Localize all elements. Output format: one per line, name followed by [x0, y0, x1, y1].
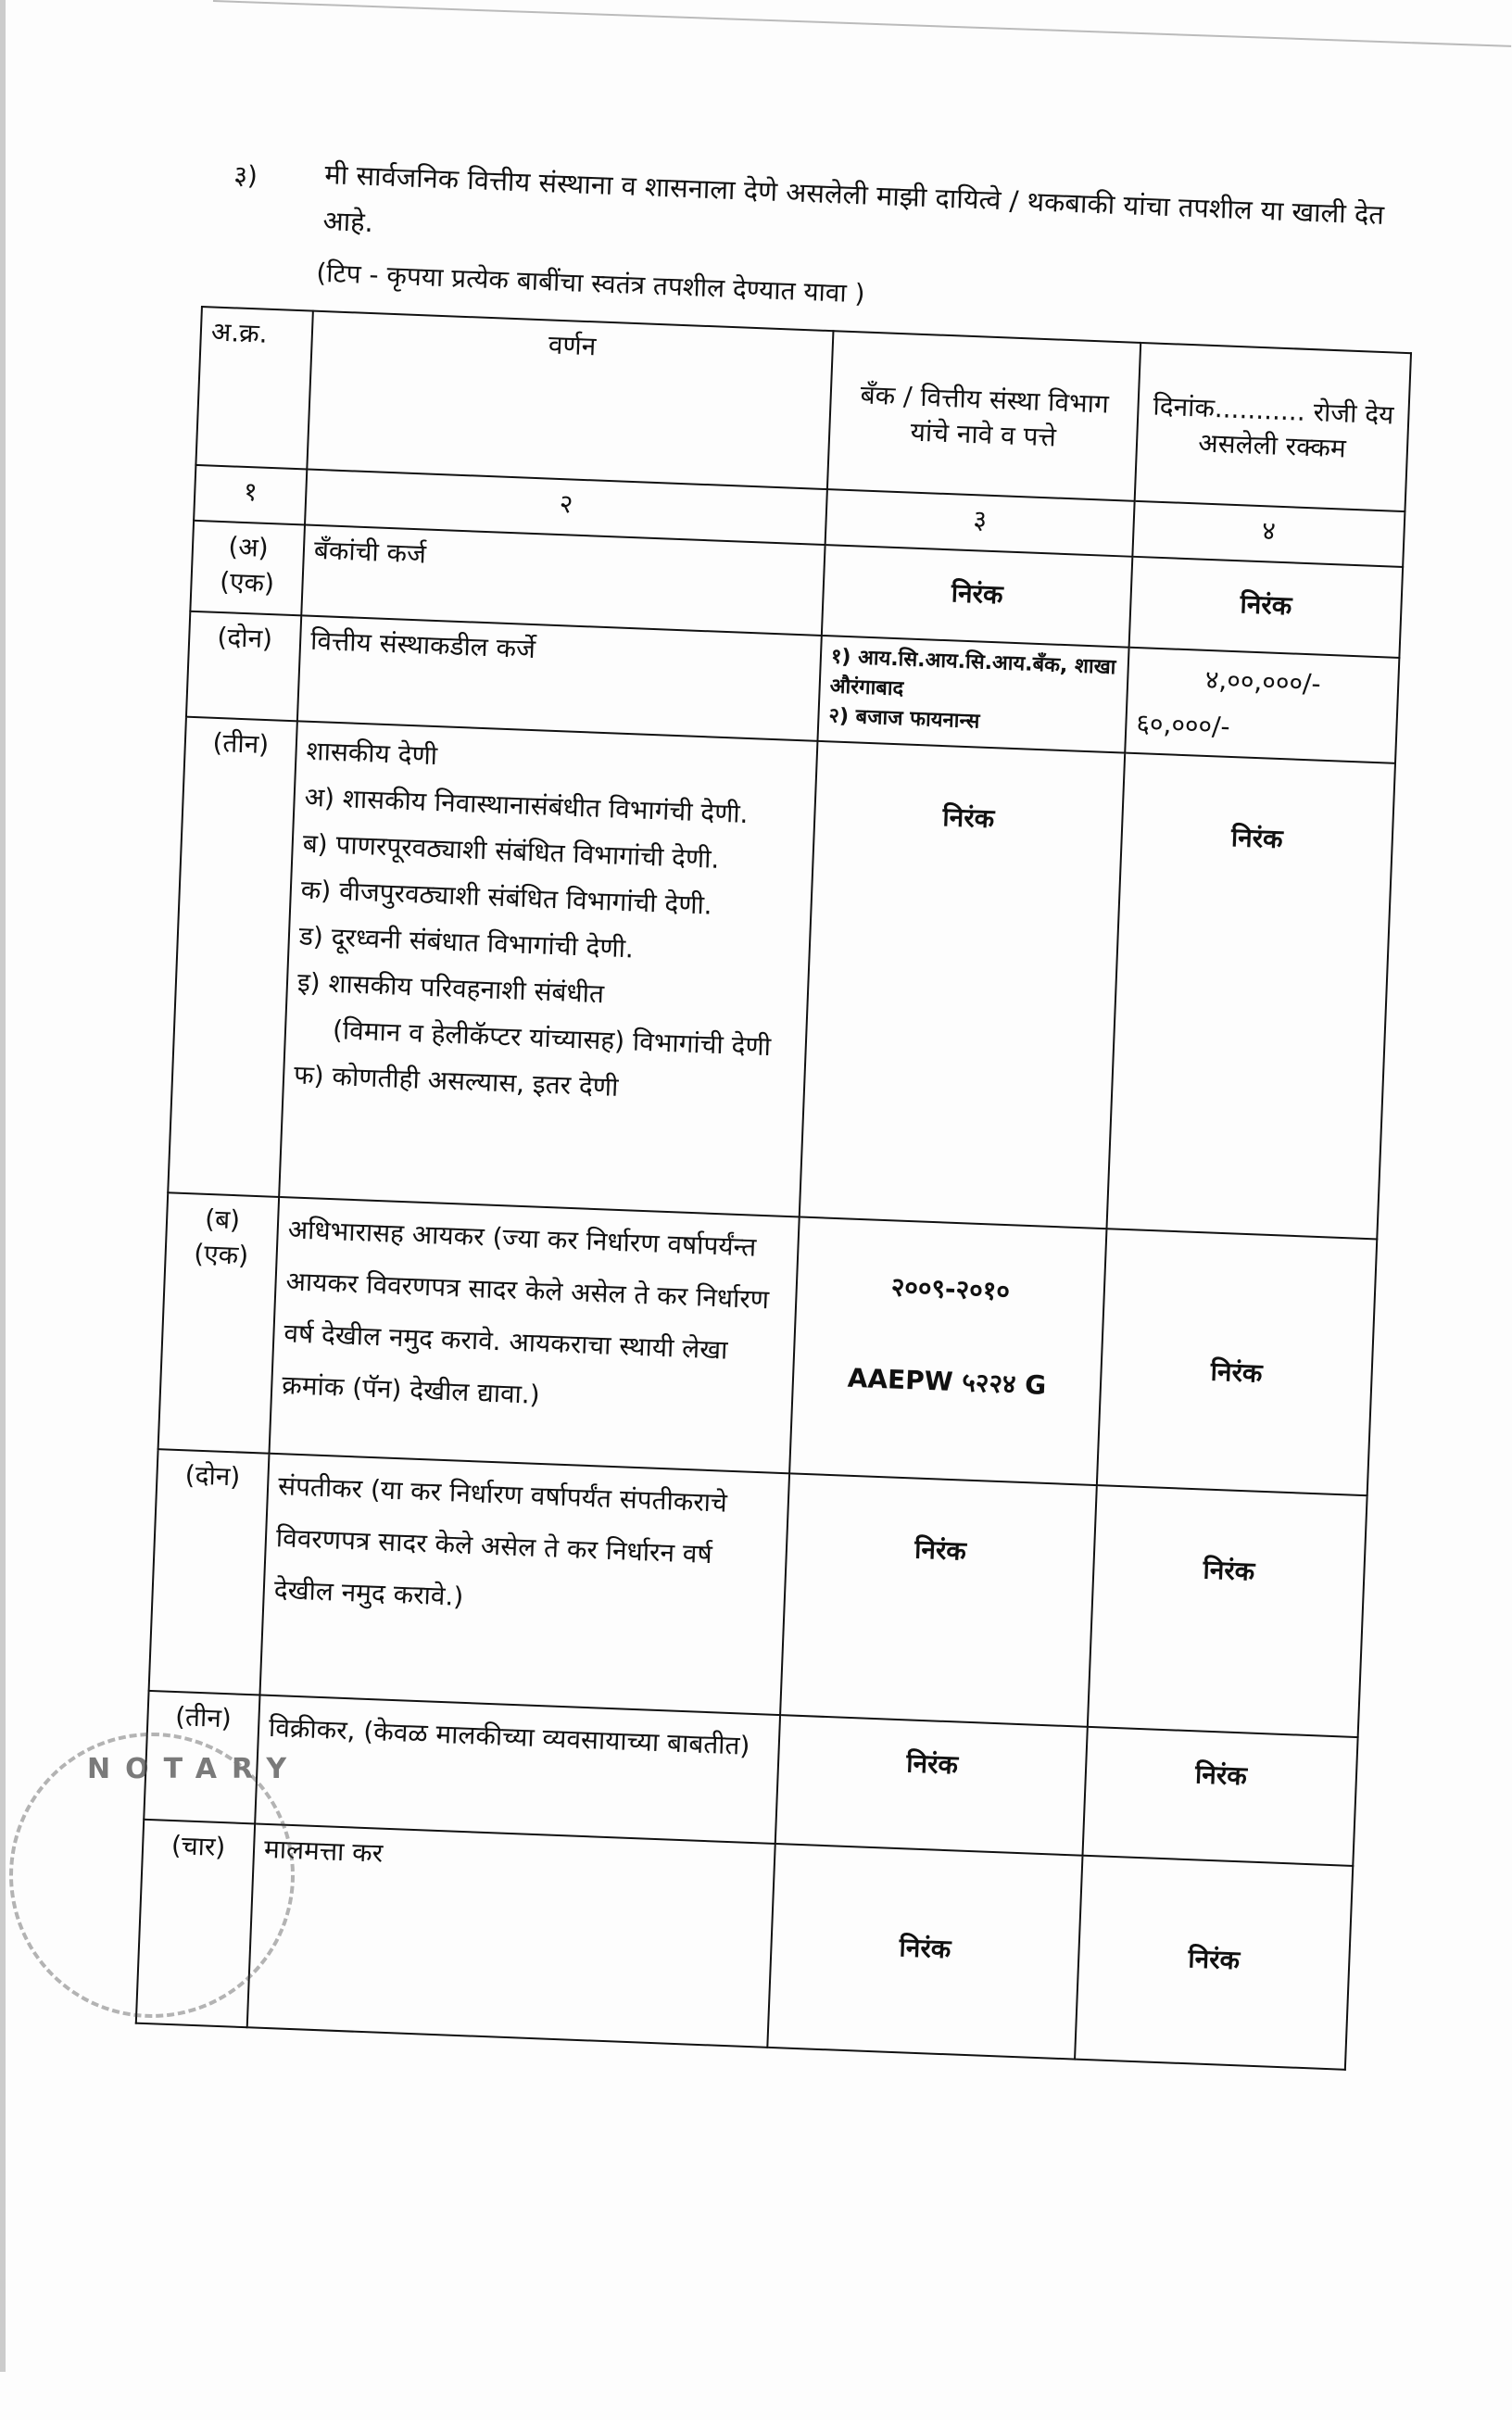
desc-line: ड) दूरध्वनी संबंधात विभागांची देणी.	[298, 920, 635, 964]
tip-note: (टिप - कृपया प्रत्येक बाबींचा स्वतंत्र तपशील देण्यात यावा )	[315, 257, 866, 309]
header-sr: अ.क्र.	[195, 307, 312, 469]
header-amount: दिनांक........... रोजी देय असलेली रक्कम	[1135, 343, 1411, 511]
section-number: ३)	[233, 159, 258, 192]
desc-line: फ) कोणतीही असल्यास, इतर देणी	[293, 1059, 620, 1103]
column-number: १	[194, 465, 307, 525]
column-number: २	[305, 469, 827, 545]
row-bank	[789, 1216, 1106, 1485]
intro-paragraph: मी सार्वजनिक वित्तीय संस्थाना व शासनाला देणे असलेली माझी दायित्वे / थकबाकी यांचा तपशील या खाली देत आहे.	[321, 158, 1385, 239]
row-amount	[1097, 1229, 1377, 1495]
row-sr: (दोन)	[149, 1449, 270, 1695]
stamp-lettering: NOTARY	[87, 1753, 302, 1785]
pan-number: AAEPW ५२२४ G	[847, 1362, 1047, 1401]
header-bank: बँक / वित्तीय संस्था विभाग यांचे नावे व पत्ते	[827, 331, 1140, 501]
row-sr: (अ)(एक)	[190, 521, 305, 616]
row-bank	[817, 636, 1128, 753]
bank-line: १) आय.सि.आय.सि.आय.बँक, शाखा औरंगाबाद	[829, 645, 1116, 701]
nil-value: निरंक	[1210, 1355, 1264, 1389]
nil-value: निरंक	[941, 801, 995, 835]
row-bank	[767, 1844, 1082, 2060]
nil-value: निरंक	[951, 577, 1004, 611]
desc-line: इ) शासकीय परिवहनाशी संबंधीत	[296, 966, 605, 1010]
row-bank	[775, 1715, 1088, 1856]
row-amount	[1082, 1727, 1357, 1866]
amount-line: ६०,०००/-	[1135, 708, 1231, 742]
table-row	[158, 1192, 1378, 1495]
nil-value: निरंक	[1239, 588, 1292, 622]
assessment-year: २००९-२०१०	[890, 1271, 1011, 1307]
desc-line: ब) पाणरपूरवठ्याशी संबंधित विभागांची देणी.	[302, 827, 720, 875]
nil-value: निरंक	[1194, 1758, 1248, 1792]
row-amount	[1106, 753, 1395, 1240]
column-number: ३	[825, 489, 1135, 557]
nil-value: निरंक	[899, 1932, 952, 1965]
row-sr: (तीन)	[144, 1691, 259, 1824]
row-amount	[1129, 557, 1404, 658]
row-sr: (दोन)	[186, 611, 301, 722]
row-description: विक्रीकर, (केवळ मालकीच्या व्यवसायाच्या बाबतीत)	[255, 1695, 780, 1844]
nil-value: निरंक	[1230, 822, 1284, 855]
row-amount	[1075, 1856, 1353, 2070]
row-sr: (चार)	[136, 1820, 255, 2027]
row-sr: (तीन)	[168, 717, 297, 1197]
nil-value: निरंक	[905, 1747, 959, 1781]
row-description	[279, 721, 817, 1216]
desc-line: शासकीय देणी	[306, 735, 438, 772]
row-description: संपतीकर (या कर निर्धारण वर्षापर्यंत संपतीकराचे विवरणपत्र सादर केले असेल ते कर निर्धारन वर्ष देखील नमुद करावे.)	[259, 1454, 789, 1715]
row-amount	[1125, 648, 1399, 763]
row-sr: (ब) (एक)	[158, 1192, 280, 1453]
row-description: अधिभारासह आयकर (ज्या कर निर्धारण वर्षापर्यंन्त आयकर विवरणपत्र सादर केले असेल ते कर निर्धारण वर्ष देखील नमुद करावे. आयकराचा स्थायी लेखा क्रमांक (पॅन) देखील द्यावा.)	[270, 1197, 800, 1473]
desc-line: अ) शासकीय निवास्थानासंबंधीत विभागंची देणी.	[304, 781, 750, 830]
amount-line: ४,००,०००/-	[1204, 663, 1322, 700]
nil-value: निरंक	[914, 1533, 967, 1567]
row-description: मालमत्ता कर	[247, 1823, 775, 2047]
row-description: बँकांची कर्ज	[301, 524, 825, 636]
row-amount	[1088, 1485, 1367, 1737]
column-number: ४	[1132, 501, 1405, 567]
table-row	[168, 717, 1395, 1240]
row-description: वित्तीय संस्थाकडील कर्जे	[297, 615, 822, 740]
nil-value: निरंक	[1187, 1943, 1241, 1976]
table-row	[149, 1449, 1367, 1737]
desc-line: क) वीजपुरवठ्याशी संबंधित विभागांची देणी.	[300, 874, 713, 921]
desc-line: (विमान व हेलीकॅप्टर यांच्यासह) विभागांची देणी	[332, 1015, 772, 1063]
nil-value: निरंक	[1202, 1554, 1255, 1587]
row-bank	[780, 1473, 1097, 1727]
row-bank	[822, 545, 1133, 648]
notary-stamp	[9, 1733, 302, 2018]
header-description: वर्णन	[307, 311, 833, 489]
liabilities-table	[135, 306, 1412, 2071]
bank-line: २) बजाज फायनान्स	[828, 704, 980, 734]
row-bank	[800, 741, 1125, 1229]
